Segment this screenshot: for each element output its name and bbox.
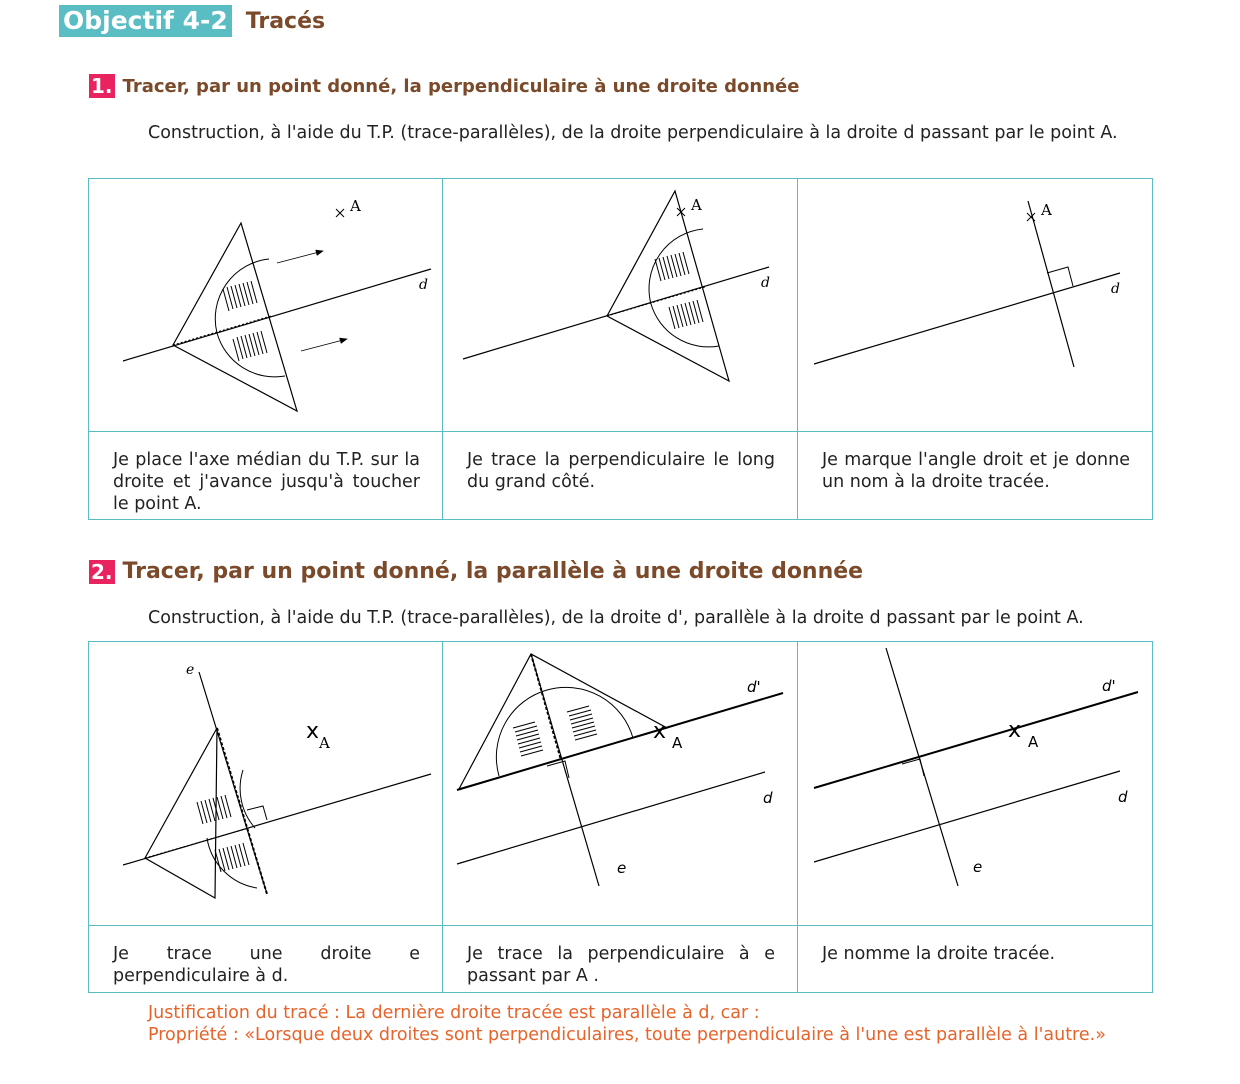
s2s2-label-d-prime: d': [747, 678, 761, 696]
objective-title: Tracés: [245, 8, 326, 34]
section-2-title: Tracer, par un point donné, la parallèle à une droite donnée: [122, 559, 864, 584]
set-square: [607, 191, 729, 381]
section-1-title: Tracer, par un point donné, la perpendiculaire à une droite donnée: [122, 75, 800, 97]
s2s3-label-A: A: [1028, 733, 1039, 751]
s2-caption-2: Je trace la perpendiculaire à e passant par A .: [443, 926, 798, 993]
s2-figure-step3: [798, 642, 1153, 926]
justification-note: [148, 1002, 1108, 1046]
s1-label-A: A: [350, 197, 361, 215]
line-d: [123, 269, 431, 361]
s2s2-label-d: d: [763, 789, 773, 807]
s1-caption-1: Je place l'axe médian du T.P. sur la droite et j'avance jusqu'à toucher le point A.: [89, 432, 443, 520]
section-2-number: 2.: [91, 559, 113, 584]
s1-figure-step3: [798, 179, 1153, 432]
line-d-prime: [814, 692, 1138, 788]
s1-figure-step2: [443, 179, 798, 432]
s2s1-label-A: A: [319, 734, 330, 752]
s1-step1-drawing: [89, 179, 443, 431]
s2-step3-drawing: [798, 642, 1153, 925]
s1-label-d: d: [419, 277, 428, 293]
s2s3-label-d-prime: d': [1102, 677, 1116, 695]
s1s3-label-d: d: [1111, 281, 1120, 297]
section-2-intro: Construction, à l'aide du T.P. (trace-parallèles), de la droite d', parallèle à la droite d passant par le point A.: [148, 608, 1084, 628]
s2-figure-step1: [89, 642, 443, 926]
objective-badge: Objectif 4-2: [59, 5, 232, 37]
s1-step3-drawing: [798, 179, 1153, 431]
s1-caption-3: Je marque l'angle droit et je donne un nom à la droite tracée.: [798, 432, 1153, 520]
s2-caption-3: Je nomme la droite tracée.: [798, 926, 1153, 993]
section-1-number: 1.: [91, 74, 113, 98]
set-square: [459, 654, 667, 789]
s1-caption-2: Je trace la perpendiculaire le long du grand côté.: [443, 432, 798, 520]
section-1-figure-table: [88, 178, 1153, 520]
set-square: [145, 728, 217, 898]
justification-property: Propriété : «Lorsque deux droites sont perpendiculaires, toute perpendiculaire à l'une est parallèle à l'autre.»: [148, 1025, 1106, 1045]
s2s3-label-d: d: [1118, 788, 1128, 806]
section-2-heading: [89, 559, 863, 584]
s1s3-label-A: A: [1041, 201, 1052, 219]
perpendicular-line: [1028, 201, 1074, 367]
justification-line-1: Justification du tracé : La dernière droite tracée est parallèle à d, car :: [148, 1003, 760, 1023]
s2s2-cross: x: [653, 719, 667, 744]
s2-caption-1: Je trace une droite e perpendiculaire à d.: [89, 926, 443, 993]
section-2-figure-table: [88, 641, 1153, 993]
section-1-heading: [89, 74, 799, 98]
s2-step2-drawing: [443, 642, 798, 925]
s1-figure-step1: [89, 179, 443, 432]
s1s2-label-d: d: [761, 275, 770, 291]
set-square: [173, 223, 297, 411]
objective-header: [59, 5, 325, 37]
s2s2-label-A: A: [672, 734, 683, 752]
s2s2-label-e: e: [617, 859, 627, 877]
s2s1-cross: x: [306, 719, 320, 744]
s2s1-label-e: e: [186, 662, 195, 678]
section-1-intro: Construction, à l'aide du T.P. (trace-parallèles), de la droite perpendiculaire à la droite d passant par le point A.: [148, 123, 1118, 143]
s2-step1-drawing: [89, 642, 443, 925]
s2-figure-step2: [443, 642, 798, 926]
s2s3-label-e: e: [973, 858, 983, 876]
s1s2-label-A: A: [691, 196, 702, 214]
s1-step2-drawing: [443, 179, 798, 431]
s2s3-cross: x: [1008, 718, 1022, 743]
